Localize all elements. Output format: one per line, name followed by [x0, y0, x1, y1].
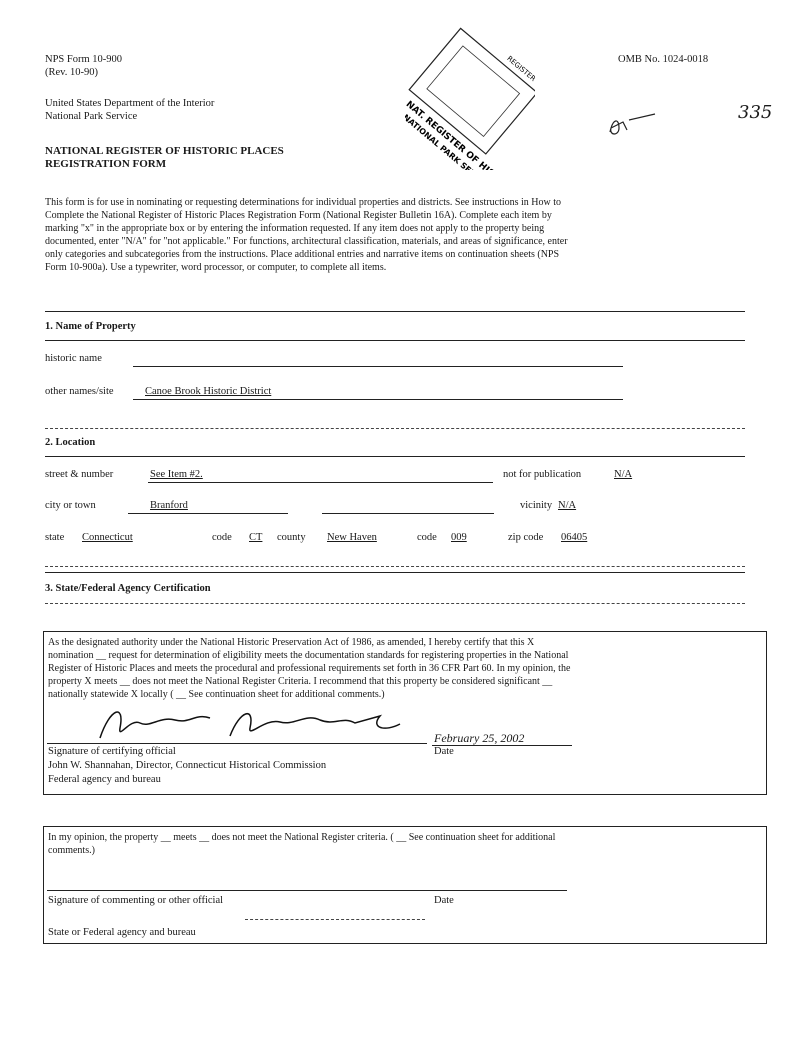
divider	[45, 572, 745, 573]
stamp-text-1: NAT. REGISTER OF	[405, 99, 481, 167]
not-for-publication-value[interactable]: N/A	[614, 469, 633, 480]
street-field	[148, 482, 493, 483]
other-names-label: other names/site	[45, 386, 114, 397]
comment-line: comments.)	[48, 845, 95, 856]
zip-value[interactable]: 06405	[561, 532, 588, 543]
agency-label: Federal agency and bureau	[48, 774, 161, 785]
instruction-line: This form is for use in nominating or requesting determinations for individual properties and districts. See instructions in How to	[45, 197, 562, 208]
stamp-text-3: REGISTER	[505, 54, 535, 84]
comment-text	[48, 831, 763, 857]
agency2-label: State or Federal agency and bureau	[48, 927, 196, 938]
county-code-value[interactable]: 009	[451, 532, 467, 543]
street-value[interactable]: See Item #2.	[150, 469, 203, 480]
form-number: NPS Form 10-900	[45, 54, 123, 65]
date2-label: Date	[434, 895, 454, 906]
signature2-line[interactable]	[47, 890, 567, 891]
signature-line[interactable]	[47, 743, 427, 744]
divider	[245, 919, 425, 920]
service: National Park Service	[45, 111, 138, 122]
section3-heading: 3. State/Federal Agency Certification	[45, 583, 211, 594]
omb-number: OMB No. 1024-0018	[618, 54, 709, 65]
handwritten-number: 335	[738, 102, 773, 123]
instruction-line: marking "x" in the appropriate box or by entering the information requested. If any item does not apply to the property being	[45, 223, 545, 234]
state-label: state	[45, 532, 65, 543]
form-subtitle: REGISTRATION FORM	[45, 158, 167, 170]
not-for-publication-label: not for publication	[503, 469, 582, 480]
city-value[interactable]: Branford	[150, 500, 188, 511]
street-label: street & number	[45, 469, 114, 480]
divider	[45, 566, 745, 567]
certification-line: As the designated authority under the National Historic Preservation Act of 1986, as amended, I hereby certify that this X	[48, 637, 535, 648]
official-name: John W. Shannahan, Director, Connecticut Historical Commission	[48, 760, 327, 771]
signature2-label: Signature of commenting or other official	[48, 895, 224, 906]
comment-line: In my opinion, the property __ meets __ does not meet the National Register criteria. ( __ See continuation sheet for additional	[48, 832, 556, 843]
vicinity-label: vicinity	[520, 500, 553, 511]
register-stamp	[405, 20, 535, 170]
certification-line: nationally statewide X locally ( __ See continuation sheet for additional comments.)	[48, 689, 385, 700]
divider	[45, 603, 745, 604]
county-code-label: code	[417, 532, 437, 543]
signature-label: Signature of certifying official	[48, 746, 176, 757]
form-revision: (Rev. 10-90)	[45, 67, 98, 78]
city-field-extension	[322, 513, 494, 514]
instruction-line: only categories and subcategories from the instructions. Place additional entries and narrative items on continuation sheets (NPS	[45, 249, 560, 260]
certification-date[interactable]: February 25, 2002	[434, 731, 525, 745]
instruction-line: Form 10-900a). Use a typewriter, word processor, or computer, to complete all items.	[45, 262, 387, 273]
instructions	[45, 196, 775, 274]
county-label: county	[277, 532, 306, 543]
date-label: Date	[434, 746, 454, 757]
section1-heading: 1. Name of Property	[45, 321, 136, 332]
county-value[interactable]: New Haven	[327, 532, 377, 543]
historic-name-field[interactable]	[133, 366, 623, 367]
state-value[interactable]: Connecticut	[82, 532, 133, 543]
certification-line: nomination __ request for determination of eligibility meets the documentation standards for registering properties in the National	[48, 650, 569, 661]
historic-name-label: historic name	[45, 353, 102, 364]
certification-text	[48, 636, 763, 701]
divider	[45, 456, 745, 457]
state-code-label: code	[212, 532, 232, 543]
city-label: city or town	[45, 500, 96, 511]
zip-label: zip code	[508, 532, 544, 543]
vicinity-value[interactable]: N/A	[558, 500, 577, 511]
stamp-text-2: NATIONAL PARK SERVICE	[405, 112, 494, 170]
other-names-field	[133, 399, 623, 400]
department: United States Department of the Interior	[45, 98, 215, 109]
state-code-value[interactable]: CT	[249, 532, 263, 543]
instruction-line: Complete the National Register of Historic Places Registration Form (National Register Bulletin 16A). Complete each item by	[45, 210, 552, 221]
certification-line: property X meets __ does not meet the National Register Criteria. I recommend that this property be considered significant __	[48, 676, 553, 687]
handwritten-initials	[605, 110, 665, 143]
other-names-value[interactable]: Canoe Brook Historic District	[145, 386, 272, 397]
certification-line: Register of Historic Places and meets the procedural and professional requirements set forth in 36 CFR Part 60. In my opinion, the	[48, 663, 571, 674]
divider	[45, 340, 745, 341]
instruction-line: documented, enter "N/A" for "not applicable." For functions, architectural classification, materials, and areas of significance, enter	[45, 236, 568, 247]
city-field	[128, 513, 288, 514]
form-title: NATIONAL REGISTER OF HISTORIC PLACES	[45, 145, 284, 157]
divider	[45, 311, 745, 312]
section2-heading: 2. Location	[45, 437, 96, 448]
divider	[45, 428, 745, 429]
